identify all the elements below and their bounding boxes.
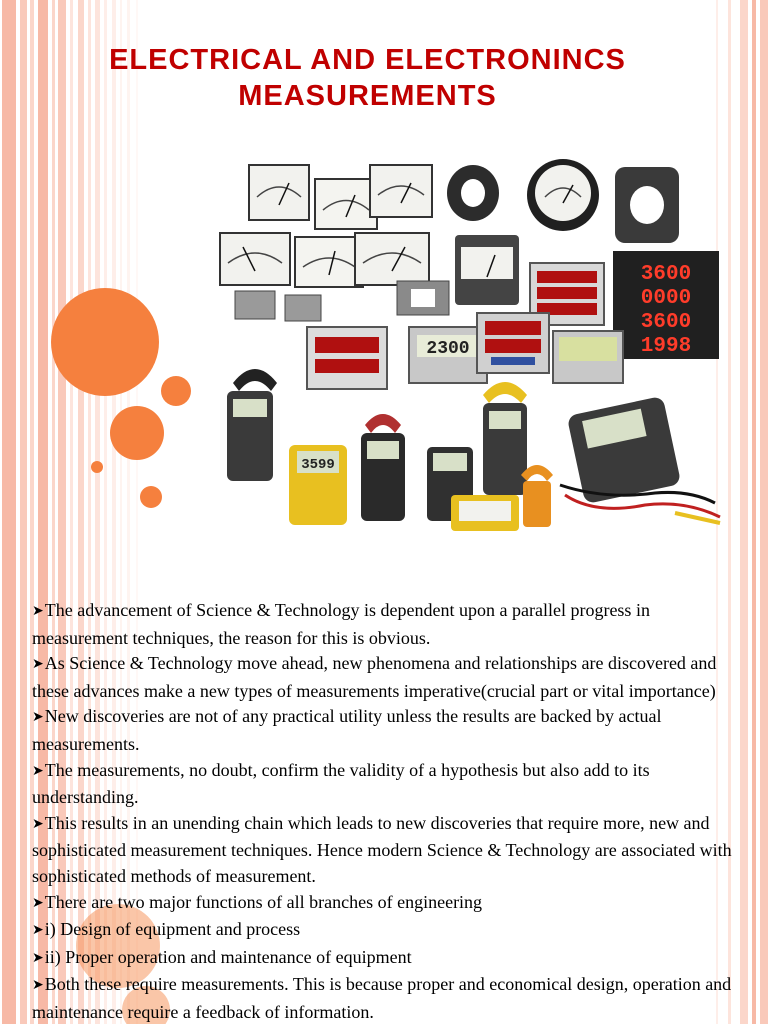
arrow-bullet-icon: ➤ (32, 816, 44, 832)
slide-title-line-1: ELECTRICAL AND ELECTRONINCS (109, 44, 626, 76)
current-transformer-ring (447, 165, 499, 221)
arrow-bullet-icon: ➤ (32, 923, 44, 939)
digital-panel-meter-lcd (553, 331, 623, 383)
round-panel-meter (527, 159, 599, 231)
insulation-tester (567, 396, 682, 504)
bullet-text: There are two major functions of all branches of engineering (44, 891, 483, 912)
current-transformer-block (615, 167, 679, 243)
mini-clamp-meter (521, 465, 553, 527)
bullet-text: Both these require measurements. This is because proper and economical design, operation and maintenance require a feedback of information. (32, 974, 732, 1022)
clamp-meter (227, 369, 277, 481)
bullet-text: As Science & Technology move ahead, new phenomena and relationships are discovered and these advances make a new types of measurements imperative(crucial part or vital importance) (32, 653, 717, 701)
analog-panel-meter (315, 179, 377, 229)
bullet-item (32, 945, 732, 973)
bullet-item (32, 890, 732, 918)
bullet-text: This results in an unending chain which leads to new discoveries that require more, new and sophisticated measurement techniques. Hence modern Science & Technology are associated with sophisticated methods of measurement. (32, 812, 732, 886)
slide-title (40, 42, 695, 114)
bullet-text: The measurements, no doubt, confirm the validity of a hypothesis but also add to its understanding. (32, 759, 650, 808)
bullet-text: i) Design of equipment and process (44, 919, 301, 940)
digital-panel-meter (477, 313, 549, 373)
arrow-bullet-icon: ➤ (32, 950, 44, 966)
bullet-item (32, 972, 732, 1025)
analog-panel-meter (220, 233, 290, 285)
digital-panel-meter-lcd (409, 327, 487, 383)
bullet-item (32, 598, 732, 651)
analog-panel-meter (355, 233, 429, 285)
arrow-bullet-icon: ➤ (32, 978, 44, 994)
display-reading: 3600 (640, 311, 692, 334)
analog-panel-meter (249, 165, 309, 220)
multi-display-panel-meter (613, 251, 719, 359)
arrow-bullet-icon: ➤ (32, 895, 44, 911)
bullet-text: The advancement of Science & Technology is dependent upon a parallel progress in measurement techniques, the reason for this is obvious. (32, 600, 650, 648)
display-reading: 2300 (426, 339, 470, 359)
bullet-text: New discoveries are not of any practical utility unless the results are backed by actual measurements. (32, 706, 662, 754)
clamp-meter (483, 382, 527, 495)
display-reading: 1998 (640, 335, 692, 358)
analog-multimeter (451, 495, 519, 531)
clamp-meter (361, 414, 405, 521)
bullet-text: ii) Proper operation and maintenance of equipment (44, 946, 412, 967)
bullet-item (32, 704, 732, 757)
bullet-list (32, 598, 732, 1026)
display-reading: 3599 (301, 457, 335, 473)
arrow-bullet-icon: ➤ (32, 657, 44, 673)
arrow-bullet-icon: ➤ (32, 710, 44, 726)
bullet-item (32, 917, 732, 945)
slide-title-line-2: MEASUREMENTS (238, 80, 497, 112)
digital-panel-meter (307, 327, 387, 389)
display-reading: 0000 (640, 287, 692, 310)
display-reading: 3600 (640, 263, 692, 286)
measuring-instruments-image (215, 155, 728, 535)
arrow-bullet-icon: ➤ (32, 604, 44, 619)
portable-analog-meter (455, 235, 519, 305)
bullet-item (32, 811, 732, 890)
analog-panel-meter (295, 237, 363, 287)
digital-multimeter (289, 445, 347, 525)
arrow-bullet-icon: ➤ (32, 763, 44, 779)
bullet-item (32, 651, 732, 704)
bullet-item (32, 758, 732, 811)
analog-panel-meter (370, 165, 432, 217)
